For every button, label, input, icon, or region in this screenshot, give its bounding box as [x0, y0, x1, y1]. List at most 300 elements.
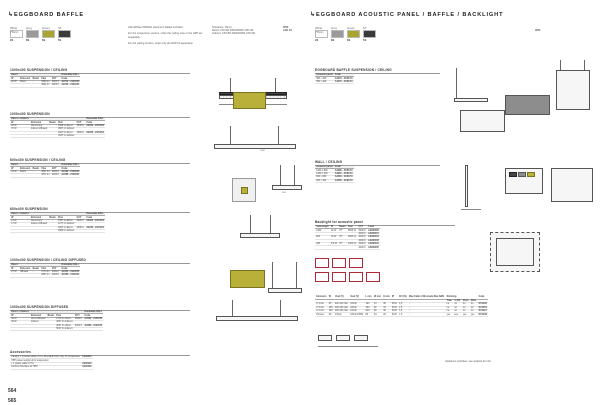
- table-cell: -: [408, 310, 446, 313]
- table-cell: A2212 - 21/61/51: [61, 81, 80, 84]
- table-cell: IP20: [392, 306, 397, 309]
- swatch-code: 81: [26, 38, 30, 42]
- table-cell: 3000 K: [358, 229, 366, 232]
- table-cell: -: [31, 270, 40, 273]
- table-cell: no: [453, 306, 462, 309]
- swatch-code: 21: [315, 38, 319, 42]
- table-header-cell: Emission: [30, 314, 47, 317]
- table-cell: 17 W: [10, 223, 30, 226]
- table-cell: 3000 K: [51, 81, 60, 84]
- table-header-cell: Dimming: [445, 296, 477, 299]
- section-title: Backlight for acoustic panel: [315, 220, 364, 224]
- table-header-cell: CCT: [51, 77, 61, 80]
- table-cell: 150: [328, 310, 333, 313]
- section-baffle-suspension-ceiling: [315, 68, 440, 84]
- table-cell: 26: [382, 313, 391, 316]
- table-cell: 87°: [338, 236, 347, 239]
- table-header-cell: Emission: [30, 121, 48, 124]
- table-cell: DV1021: [478, 310, 487, 313]
- table-cell: 24Vdc: [334, 313, 349, 316]
- table-cell: 13 W: [10, 219, 30, 222]
- table-cell: Direct: [11, 264, 18, 267]
- table-header-cell: W: [10, 167, 19, 170]
- panel-table: [315, 166, 354, 183]
- table-cell: 5047 lm indirect: [56, 328, 73, 331]
- section-1000x400-suspension: [10, 112, 190, 138]
- spec-table: [10, 164, 80, 178]
- table-header-cell: Code: [60, 167, 80, 170]
- table-cell: [31, 174, 40, 177]
- table-cell: Canopy + 1 power cable L=7m, dimmable DALI only for suspension: [11, 356, 80, 359]
- left-intro-text-2: Tolerance: ±5mm Direct: CRI>80 3000/4000K CRI>90 Indirect: CRI>80 3000/4000K CRI>90: [212, 26, 256, 36]
- table-row: [10, 84, 80, 87]
- table-cell: 3500 lm: [41, 81, 50, 84]
- table-cell: [338, 246, 347, 249]
- table-cell: C.V./As: [315, 310, 328, 313]
- table-cell: Dimmable DALI: [86, 118, 104, 121]
- table-cell: 4507 lm indirect: [58, 128, 75, 131]
- right-color-swatches: [315, 26, 376, 43]
- table-cell: 24Vdc: [349, 306, 364, 309]
- table-header-cell: Flux: [55, 314, 74, 317]
- table-subheader-cell: 1-10V: [454, 300, 461, 303]
- right-page-title: ↳EGGBOARD ACOUSTIC PANEL / BAFFLE / BACKLIGHT: [310, 12, 504, 18]
- table-cell: [19, 274, 32, 277]
- table-subheader-cell: DALI: [470, 300, 477, 303]
- wall-panel-side-drawing: [455, 165, 505, 215]
- color-swatch: [331, 26, 344, 43]
- section-1000x400-suspension-ceiling: [10, 68, 190, 88]
- swatch-color: [347, 30, 360, 38]
- table-cell: 60: [328, 303, 334, 306]
- table-cell: [83, 328, 103, 331]
- table-cell: indirect: [30, 321, 47, 324]
- table-cell: Direct + Indirect: [11, 213, 29, 216]
- table-cell: Dimmer: [315, 313, 328, 316]
- table-cell: A2256 - 21/61/51: [61, 274, 80, 277]
- left-intro-text: 230-240Vac 50/60Hz electronic ballast included. For the suspension version, order the ceiling rose or the HPP set separately. For the ceiling version, order only the HPP kit separately.: [128, 26, 203, 46]
- table-cell: -: [48, 219, 57, 222]
- table-cell: A2290000: [368, 229, 379, 232]
- accessories-title: Accessories: [10, 350, 31, 354]
- power-supply-table: [315, 296, 488, 317]
- table-cell: 800 x 800: [315, 176, 334, 179]
- swatch-code: 81: [331, 38, 335, 42]
- table-cell: Direct: [11, 164, 18, 167]
- table-row: [10, 366, 93, 369]
- table-cell: 2837 lm direct: [55, 324, 74, 327]
- table-cell: -: [31, 170, 40, 173]
- table-cell: no: [445, 306, 453, 309]
- left-page-title: ↳EGGBOARD BAFFLE: [8, 12, 85, 18]
- table-cell: [10, 274, 19, 277]
- table-cell: A2281 - 21/61/51: [334, 173, 353, 176]
- table-cell: 2770 lm: [41, 271, 50, 274]
- table-cell: -: [408, 306, 446, 309]
- table-cell: 3621 lm: [41, 84, 50, 87]
- table-cell: A2216 - 21/61/51: [61, 84, 80, 87]
- section-600x400-suspension: [10, 207, 190, 233]
- table-cell: 1,5: [398, 306, 408, 309]
- table-header-cell: Flux: [40, 267, 51, 270]
- table-row: [315, 179, 354, 182]
- table-cell: [46, 328, 55, 331]
- table-header-cell: Acoustic panel: [316, 166, 333, 169]
- section-title: 1000x400 SUSPENSION / CEILING DIFFUSED: [10, 258, 86, 262]
- table-header-cell: Flux: [347, 226, 358, 229]
- table-cell: Dimmable DALI: [61, 74, 79, 77]
- swatch-code: 51: [58, 38, 62, 42]
- table-cell: 1,5: [398, 313, 408, 316]
- table-cell: A2246 - 21/61/51: [86, 226, 105, 229]
- table-header-cell: W: [10, 121, 30, 124]
- table-cell: 3000 K: [358, 236, 366, 239]
- section-600x400-suspension-ceiling: [10, 158, 190, 178]
- left-ip-badge: IP20 LED 10: [283, 26, 292, 33]
- table-cell: 193: [364, 303, 372, 306]
- table-header-cell: Code: [367, 226, 380, 229]
- table-cell: [48, 230, 57, 233]
- section-title: EGGBOARD BAFFLE SUSPENSION / CEILING: [315, 68, 392, 72]
- table-cell: 1927 lm direct: [57, 131, 76, 134]
- table-cell: Direct: [11, 74, 18, 77]
- backlight-frames: [315, 258, 395, 298]
- table-cell: 3000 K: [358, 243, 366, 246]
- luminaire-drawing-e: [212, 262, 304, 302]
- table-cell: yes: [445, 313, 453, 316]
- table-header-cell: Code: [85, 216, 105, 219]
- table-cell: 52: [373, 306, 382, 309]
- table-cell: DV1048: [478, 313, 487, 316]
- table-cell: A2226 - 21/61/51: [86, 131, 105, 134]
- table-cell: 1057 lm direct: [57, 219, 76, 222]
- page-number-left: 564: [8, 388, 17, 394]
- table-cell: 24Vdc-PWM: [350, 313, 364, 316]
- table-cell: [30, 135, 48, 138]
- table-cell: A2266 - 21/61/51: [84, 324, 103, 327]
- section-title: WALL / CEILING: [315, 160, 343, 164]
- table-cell: A292000: [82, 356, 92, 359]
- table-header-cell: Beam: [339, 226, 346, 229]
- table-cell: Dimmable DALI: [86, 213, 104, 216]
- table-cell: 16 W: [330, 236, 337, 239]
- table-header-cell: Emission: [20, 167, 31, 170]
- table-cell: 36: [382, 310, 391, 313]
- table-cell: [10, 328, 30, 331]
- swatch-label: Green: [42, 26, 50, 30]
- table-cell: 4000 K: [51, 274, 60, 277]
- page-number-right: 565: [8, 398, 17, 404]
- table-cell: [85, 230, 105, 233]
- table-cell: -: [408, 313, 446, 316]
- table-row: [315, 80, 354, 83]
- table-cell: 4000 K: [51, 174, 60, 177]
- arrow-icon: ↳: [310, 12, 316, 18]
- table-cell: Dimmable DALI: [61, 264, 79, 267]
- table-cell: diffused: [19, 270, 32, 273]
- table-cell: 4000 K: [76, 226, 84, 229]
- table-cell: 800 x 400: [315, 179, 334, 182]
- table-cell: A292100: [82, 363, 92, 366]
- table-cell: [347, 246, 358, 249]
- table-cell: yes: [462, 313, 470, 316]
- table-cell: no: [445, 310, 453, 313]
- color-swatch: [26, 26, 39, 43]
- table-header-cell: CCT: [75, 216, 85, 219]
- table-header-cell: Code: [85, 121, 105, 124]
- table-cell: 209: [364, 310, 372, 313]
- table-cell: 22 W: [10, 124, 30, 127]
- table-cell: A292101: [82, 366, 92, 369]
- footnote: Appliance interface: see website for info.: [445, 360, 492, 363]
- wall-panel-front-drawing: [505, 168, 597, 218]
- table-cell: 33: [382, 306, 391, 309]
- section-backlight: [315, 220, 455, 250]
- table-cell: [30, 230, 48, 233]
- swatch-color: [363, 30, 376, 38]
- table-header-cell: Code: [60, 267, 80, 270]
- panel-table: [315, 74, 354, 85]
- table-cell: direct diffused: [31, 318, 46, 321]
- table-header-cell: W: [330, 226, 338, 229]
- table-header-cell: Beam: [49, 121, 56, 124]
- table-cell: [31, 84, 40, 87]
- table-cell: A2276 - 21/61/51: [334, 81, 353, 84]
- table-cell: IP20: [392, 303, 397, 306]
- table-cell: 220-240 Vac: [335, 306, 348, 309]
- table-cell: 2600 lm indirect: [58, 230, 75, 233]
- table-header-cell: Beam: [32, 77, 39, 80]
- table-cell: 60: [373, 310, 382, 313]
- table-cell: no: [462, 310, 470, 313]
- table-header-cell: CCT: [51, 267, 61, 270]
- table-header-cell: L mm: [365, 296, 372, 299]
- table-cell: indirect diffused: [31, 223, 48, 226]
- table-cell: 1002 lm: [347, 243, 357, 246]
- spec-table: [10, 118, 105, 139]
- section-title: 600x400 SUSPENSION / CEILING: [10, 158, 66, 162]
- green-panel-a: [233, 92, 266, 109]
- table-cell: IP20: [392, 313, 397, 316]
- table-cell: 22 W: [330, 229, 337, 232]
- table-cell: [10, 135, 30, 138]
- table-cell: no: [462, 306, 470, 309]
- table-header-cell: Beam: [32, 167, 39, 170]
- table-cell: 1900 lm direct: [57, 124, 76, 127]
- swatch-code: 21: [10, 38, 14, 42]
- table-row: [315, 313, 488, 316]
- table-cell: 8,2 W: [330, 243, 337, 246]
- table-cell: -: [31, 80, 40, 83]
- luminaire-drawing-b: 1000: [210, 126, 300, 156]
- table-row: [10, 135, 105, 138]
- table-header-cell: Vout (V): [349, 296, 364, 299]
- accessories-table: [10, 356, 93, 370]
- table-cell: A2290004: [368, 243, 379, 246]
- table-cell: [75, 230, 85, 233]
- spec-table: [10, 74, 80, 88]
- table-cell: 4000 K: [358, 233, 366, 236]
- table-header-cell: W: [10, 216, 30, 219]
- table-cell: 4000 K: [358, 239, 366, 242]
- table-cell: 4827 lm indirect: [56, 321, 73, 324]
- table-cell: 87°: [338, 229, 347, 232]
- table-row: [10, 174, 80, 177]
- table-cell: A2232 - 21/61/51: [61, 171, 80, 174]
- table-header-cell: Code: [60, 77, 80, 80]
- table-cell: A2290002: [368, 236, 379, 239]
- table-header-cell: H mm: [383, 296, 390, 299]
- table-cell: -: [48, 124, 57, 127]
- table-cell: C.V./As: [315, 303, 328, 306]
- table-cell: A2290003: [368, 239, 379, 242]
- table-cell: A2284 - 21/61/51: [334, 176, 353, 179]
- table-cell: A2280 - 21/61/51: [334, 169, 353, 172]
- table-cell: [19, 84, 32, 87]
- table-cell: 37 W: [10, 128, 30, 131]
- table-header-cell: Beam: [47, 314, 54, 317]
- table-cell: A2262 - 21/61/51: [84, 318, 103, 321]
- table-cell: 4000 K: [74, 324, 83, 327]
- baffle-top-drawing: [460, 100, 520, 140]
- table-cell: C.V./As: [315, 306, 328, 309]
- table-cell: 1874 lm: [41, 174, 50, 177]
- table-cell: 36 W: [10, 317, 30, 320]
- swatch-color: [42, 30, 55, 38]
- table-cell: [75, 135, 85, 138]
- table-cell: direct lines: [30, 124, 48, 127]
- swatch-label: White (*RAL): [315, 26, 324, 34]
- swatch-color: [58, 30, 71, 38]
- table-cell: [330, 246, 338, 249]
- table-cell: yes: [470, 313, 478, 316]
- table-cell: DV1050: [478, 306, 487, 309]
- section-wall-ceiling: [315, 160, 440, 183]
- table-cell: 1277 lm indirect: [58, 223, 75, 226]
- table-header-cell: Max Cabin / Min loads Max AWG: [409, 296, 445, 299]
- backlight-frame-detail: [470, 228, 580, 288]
- table-header-cell: Beam: [32, 267, 39, 270]
- table-cell: 4000 K: [358, 246, 366, 249]
- table-header-cell: Flux: [57, 216, 76, 219]
- swatch-code: 61: [347, 38, 351, 42]
- table-cell: no: [470, 303, 478, 306]
- table-header-cell: Fill (%): [399, 296, 407, 299]
- table-cell: [10, 230, 30, 233]
- table-header-cell: W: [10, 267, 19, 270]
- table-header-cell: Emission: [20, 267, 31, 270]
- power-supply-diagram: [318, 330, 408, 370]
- section-title: 1000x400 SUSPENSION: [10, 112, 50, 116]
- table-cell: [10, 84, 19, 87]
- swatch-code: 61: [42, 38, 46, 42]
- table-cell: [10, 174, 19, 177]
- table-cell: [19, 174, 32, 177]
- table-cell: 30: [382, 303, 391, 306]
- table-header-cell: Beam: [49, 216, 56, 219]
- table-cell: A2290001: [368, 233, 379, 236]
- backlight-table: [315, 226, 380, 250]
- table-header-cell: Code: [334, 74, 354, 77]
- table-cell: Direct: [19, 170, 32, 173]
- table-cell: A2270 - 21/61/51: [334, 77, 353, 80]
- table-cell: IP20: [392, 310, 397, 313]
- table-cell: 2770 lm direct: [55, 317, 74, 320]
- table-cell: A2236 - 21/61/51: [61, 174, 80, 177]
- table-header-cell: Emission: [316, 296, 327, 299]
- table-cell: Kit DALI interface for HPP: [10, 366, 81, 369]
- table-header-cell: Emission: [20, 77, 31, 80]
- table-cell: 400: [315, 243, 330, 246]
- table-cell: 1,5: [398, 310, 408, 313]
- table-cell: [315, 246, 330, 249]
- table-cell: 22 W: [10, 80, 19, 83]
- table-row: [10, 230, 105, 233]
- table-header-cell: Acoustic panel: [316, 74, 333, 77]
- table-cell: 3000 K: [51, 171, 60, 174]
- color-swatch: [58, 26, 71, 43]
- swatch-color: [26, 30, 39, 38]
- table-cell: 4000 K: [51, 84, 60, 87]
- swatch-code: 51: [363, 38, 367, 42]
- table-header-cell: Code: [334, 166, 354, 169]
- section-title: 1000x400 SUSPENSION DIFFUSED: [10, 305, 69, 309]
- table-cell: + 1 power cable L=7m: [10, 362, 81, 365]
- table-cell: 1200 x 800: [315, 169, 334, 172]
- table-subheader-cell: Push: [462, 300, 469, 303]
- table-row: [10, 274, 80, 277]
- luminaire-drawing-d: [238, 215, 283, 250]
- table-cell: 100: [328, 306, 333, 309]
- table-cell: 36 W: [10, 321, 30, 324]
- table-cell: 1,5: [398, 303, 408, 306]
- table-cell: [30, 328, 47, 331]
- table-cell: 24Vdc: [349, 310, 364, 313]
- table-cell: no: [462, 303, 470, 306]
- table-cell: no: [470, 310, 478, 313]
- table-cell: 3000 K: [74, 318, 83, 321]
- table-cell: DV1030: [478, 303, 487, 306]
- section-1000x400-suspension-diffused: [10, 305, 190, 331]
- table-cell: 1200 x 400: [315, 172, 334, 175]
- table-cell: [48, 135, 57, 138]
- table-header-cell: IP: [391, 296, 398, 299]
- swatch-label: Grey: [26, 26, 33, 30]
- color-swatch: [347, 26, 360, 43]
- table-cell: indirect diffused: [31, 128, 48, 131]
- table-cell: 3000 K: [76, 125, 84, 128]
- table-header-cell: Code: [83, 314, 103, 317]
- table-cell: Direct + Indirect: [11, 118, 29, 121]
- table-cell: Dimmable DALI: [61, 164, 79, 167]
- table-cell: [85, 135, 105, 138]
- table-cell: -: [408, 303, 446, 306]
- table-header-cell: CCT: [74, 314, 84, 317]
- swatch-label: Green: [347, 26, 355, 30]
- table-cell: Direct + Indirect: [11, 311, 29, 314]
- table-header-cell: W: [10, 314, 30, 317]
- table-header-cell: CCT: [75, 121, 85, 124]
- table-header-cell: Flux: [40, 77, 51, 80]
- table-cell: [74, 328, 84, 331]
- table-cell: 43: [373, 303, 382, 306]
- color-swatch: [42, 26, 55, 43]
- table-cell: 54: [373, 313, 382, 316]
- baffle-front-drawing: [550, 60, 595, 120]
- table-cell: 580 x 400: [315, 80, 334, 83]
- table-header-cell: Side length: [316, 226, 329, 229]
- table-cell: 4000 K: [76, 131, 84, 134]
